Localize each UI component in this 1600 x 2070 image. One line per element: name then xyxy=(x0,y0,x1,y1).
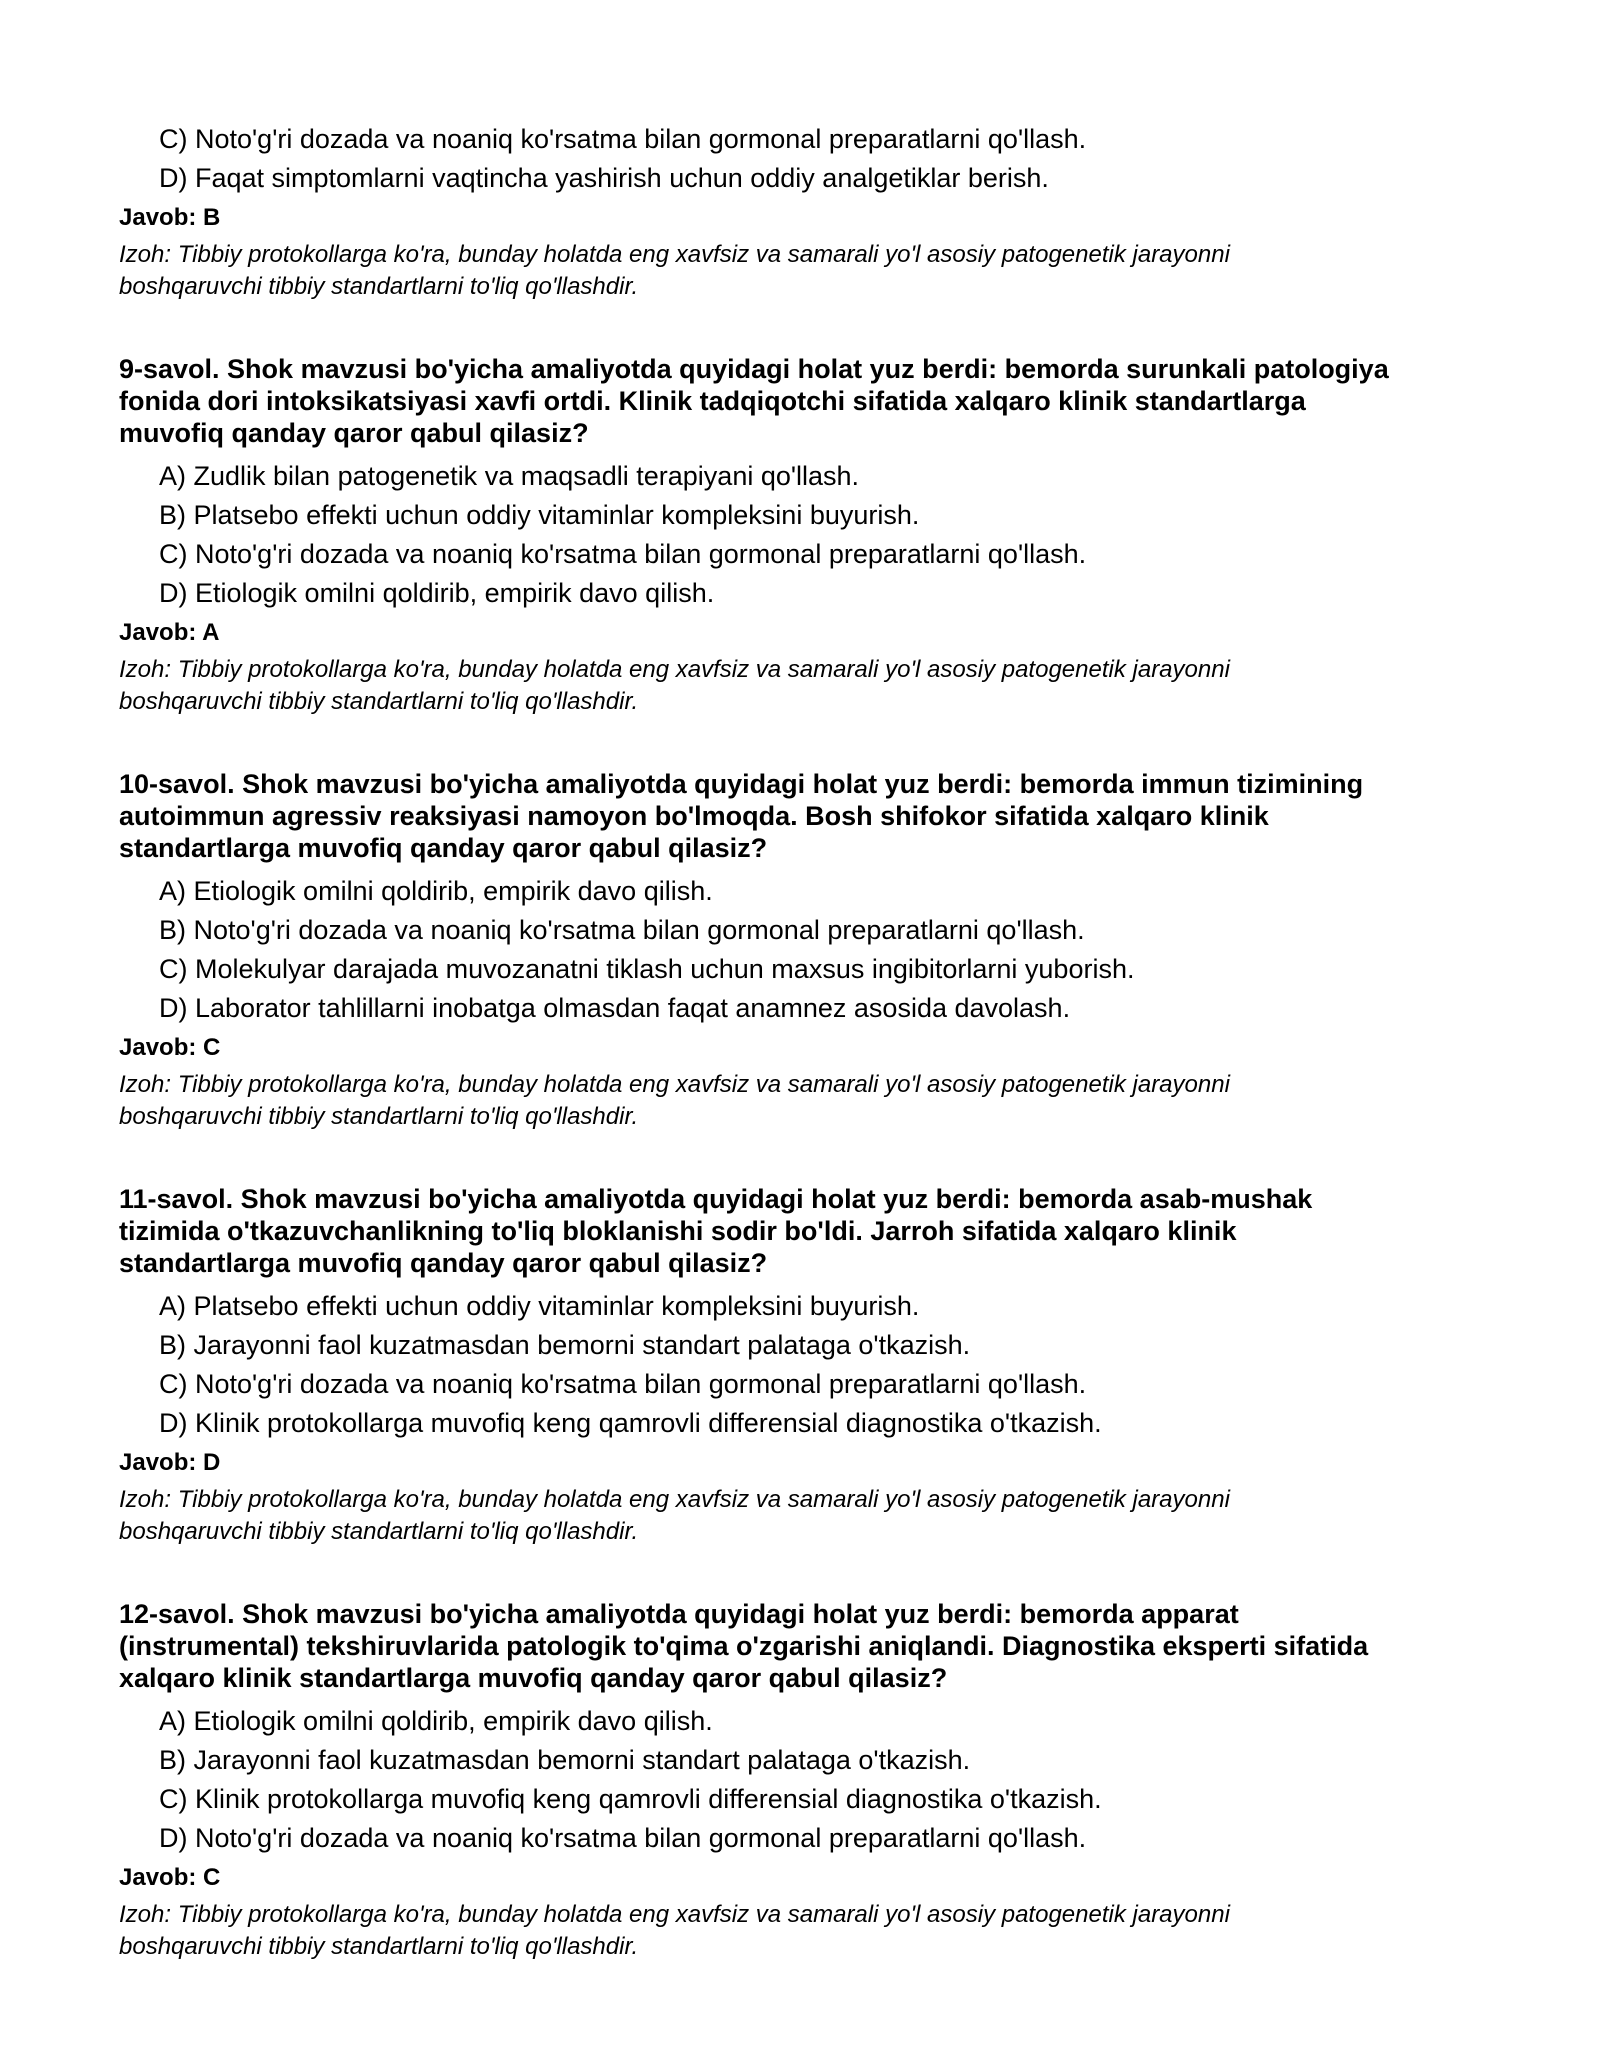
answer-option: C) Noto'g'ri dozada va noaniq ko'rsatma bilan gormonal preparatlarni qo'llash. xyxy=(159,124,1087,154)
question-text xyxy=(119,1183,1499,1279)
answer-option: D) Etiologik omilni qoldirib, empirik davo qilish. xyxy=(159,578,715,608)
answer-option: D) Noto'g'ri dozada va noaniq ko'rsatma bilan gormonal preparatlarni qo'llash. xyxy=(159,1823,1087,1853)
answer-option: B) Noto'g'ri dozada va noaniq ko'rsatma bilan gormonal preparatlarni qo'llash. xyxy=(159,915,1085,945)
answer-option: B) Jarayonni faol kuzatmasdan bemorni standart palataga o'tkazish. xyxy=(159,1745,971,1775)
correct-answer: Javob: B xyxy=(119,204,221,231)
question-text xyxy=(119,768,1499,864)
question-block xyxy=(119,1183,1499,1548)
explanation-line: boshqaruvchi tibbiy standartlarni to'liq qo'llashdir. xyxy=(119,1103,639,1130)
question-line: muvofiq qanday qaror qabul qilasiz? xyxy=(119,418,589,448)
explanation xyxy=(119,239,1499,303)
explanation-line: Izoh: Tibbiy protokollarga ko'ra, bunday holatda eng xavfsiz va samarali yo'l asosiy patogenetik jarayonni xyxy=(119,241,1230,268)
document-page xyxy=(119,120,1499,1963)
answer-option: C) Noto'g'ri dozada va noaniq ko'rsatma bilan gormonal preparatlarni qo'llash. xyxy=(159,1369,1087,1399)
answer-option: A) Etiologik omilni qoldirib, empirik davo qilish. xyxy=(159,876,713,906)
question-line: standartlarga muvofiq qanday qaror qabul qilasiz? xyxy=(119,833,768,863)
answer-option: D) Faqat simptomlarni vaqtincha yashirish uchun oddiy analgetiklar berish. xyxy=(159,163,1049,193)
answer-option: B) Platsebo effekti uchun oddiy vitaminlar kompleksini buyurish. xyxy=(159,500,920,530)
question-line: standartlarga muvofiq qanday qaror qabul qilasiz? xyxy=(119,1248,768,1278)
answer-option: D) Laborator tahlillarni inobatga olmasdan faqat anamnez asosida davolash. xyxy=(159,993,1071,1023)
explanation-line: boshqaruvchi tibbiy standartlarni to'liq qo'llashdir. xyxy=(119,1933,639,1960)
correct-answer: Javob: C xyxy=(119,1864,221,1891)
question-line: autoimmun agressiv reaksiyasi namoyon bo'lmoqda. Bosh shifokor sifatida xalqaro klinik xyxy=(119,801,1269,831)
question-line: 12-savol. Shok mavzusi bo'yicha amaliyotda quyidagi holat yuz berdi: bemorda apparat xyxy=(119,1599,1239,1629)
explanation xyxy=(119,1069,1499,1133)
question-line: xalqaro klinik standartlarga muvofiq qanday qaror qabul qilasiz? xyxy=(119,1663,948,1693)
explanation-line: Izoh: Tibbiy protokollarga ko'ra, bunday holatda eng xavfsiz va samarali yo'l asosiy patogenetik jarayonni xyxy=(119,1071,1230,1098)
correct-answer: Javob: A xyxy=(119,619,220,646)
question-line: (instrumental) tekshiruvlarida patologik to'qima o'zgarishi aniqlandi. Diagnostika eksperti sifatida xyxy=(119,1631,1369,1661)
answer-option: C) Molekulyar darajada muvozanatni tiklash uchun maxsus ingibitorlarni yuborish. xyxy=(159,954,1135,984)
answer-option: A) Platsebo effekti uchun oddiy vitaminlar kompleksini buyurish. xyxy=(159,1291,920,1321)
answer-option: C) Noto'g'ri dozada va noaniq ko'rsatma bilan gormonal preparatlarni qo'llash. xyxy=(159,539,1087,569)
question-block xyxy=(119,353,1499,718)
correct-answer: Javob: D xyxy=(119,1449,221,1476)
explanation xyxy=(119,654,1499,718)
answer-option: A) Zudlik bilan patogenetik va maqsadli terapiyani qo'llash. xyxy=(159,461,860,491)
explanation xyxy=(119,1899,1499,1963)
explanation-line: boshqaruvchi tibbiy standartlarni to'liq qo'llashdir. xyxy=(119,273,639,300)
answer-option: A) Etiologik omilni qoldirib, empirik davo qilish. xyxy=(159,1706,713,1736)
answer-option: D) Klinik protokollarga muvofiq keng qamrovli differensial diagnostika o'tkazish. xyxy=(159,1408,1102,1438)
answer-option: B) Jarayonni faol kuzatmasdan bemorni standart palataga o'tkazish. xyxy=(159,1330,971,1360)
question-block xyxy=(119,1598,1499,1963)
correct-answer: Javob: C xyxy=(119,1034,221,1061)
explanation xyxy=(119,1484,1499,1548)
question-block xyxy=(119,768,1499,1133)
question-line: fonida dori intoksikatsiyasi xavfi ortdi. Klinik tadqiqotchi sifatida xalqaro klinik standartlarga xyxy=(119,386,1306,416)
explanation-line: Izoh: Tibbiy protokollarga ko'ra, bunday holatda eng xavfsiz va samarali yo'l asosiy patogenetik jarayonni xyxy=(119,656,1230,683)
explanation-line: boshqaruvchi tibbiy standartlarni to'liq qo'llashdir. xyxy=(119,1518,639,1545)
question-line: 10-savol. Shok mavzusi bo'yicha amaliyotda quyidagi holat yuz berdi: bemorda immun tizimining xyxy=(119,769,1364,799)
explanation-line: boshqaruvchi tibbiy standartlarni to'liq qo'llashdir. xyxy=(119,688,639,715)
explanation-line: Izoh: Tibbiy protokollarga ko'ra, bunday holatda eng xavfsiz va samarali yo'l asosiy patogenetik jarayonni xyxy=(119,1486,1230,1513)
question-line: 11-savol. Shok mavzusi bo'yicha amaliyotda quyidagi holat yuz berdi: bemorda asab-mushak xyxy=(119,1184,1313,1214)
answer-option: C) Klinik protokollarga muvofiq keng qamrovli differensial diagnostika o'tkazish. xyxy=(159,1784,1102,1814)
question-text xyxy=(119,1598,1499,1694)
question-line: 9-savol. Shok mavzusi bo'yicha amaliyotda quyidagi holat yuz berdi: bemorda surunkali patologiya xyxy=(119,354,1389,384)
question-text xyxy=(119,353,1499,449)
explanation-line: Izoh: Tibbiy protokollarga ko'ra, bunday holatda eng xavfsiz va samarali yo'l asosiy patogenetik jarayonni xyxy=(119,1901,1230,1928)
question-line: tizimida o'tkazuvchanlikning to'liq bloklanishi sodir bo'ldi. Jarroh sifatida xalqaro klinik xyxy=(119,1216,1237,1246)
question-continuation xyxy=(119,120,1499,303)
